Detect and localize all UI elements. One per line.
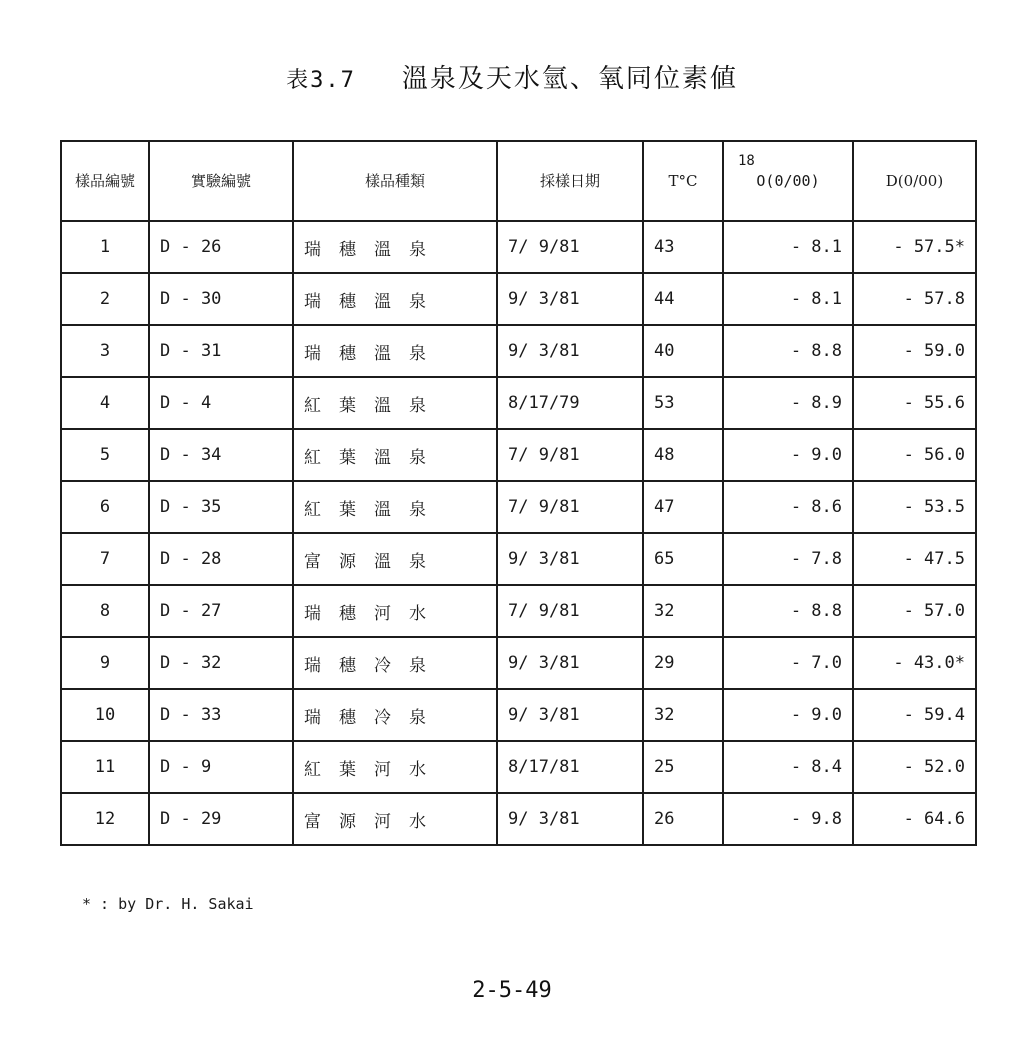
header-temperature: T°C [643,141,723,221]
cell-lab-no: D - 32 [149,637,293,689]
header-o18-unit: O(0/00) [756,172,820,190]
cell-deuterium: - 59.4 [853,689,976,741]
cell-lab-no: D - 34 [149,429,293,481]
cell-oxygen-18: - 9.0 [723,689,853,741]
header-sampling-date: 採樣日期 [497,141,643,221]
cell-sample-no: 10 [61,689,149,741]
cell-sample-type: 紅葉河水 [293,741,497,793]
cell-temperature: 29 [643,637,723,689]
header-oxygen-18 [723,141,853,221]
cell-temperature: 48 [643,429,723,481]
cell-sample-no: 8 [61,585,149,637]
cell-sample-no: 3 [61,325,149,377]
cell-sample-type: 瑞穗冷泉 [293,637,497,689]
table-row [61,481,976,533]
cell-lab-no: D - 26 [149,221,293,273]
cell-temperature: 47 [643,481,723,533]
cell-deuterium: - 55.6 [853,377,976,429]
cell-sample-no: 2 [61,273,149,325]
cell-sample-type: 紅葉溫泉 [293,429,497,481]
cell-lab-no: D - 29 [149,793,293,845]
table-row [61,741,976,793]
cell-sample-no: 6 [61,481,149,533]
cell-lab-no: D - 31 [149,325,293,377]
cell-lab-no: D - 35 [149,481,293,533]
cell-oxygen-18: - 8.8 [723,585,853,637]
cell-sample-no: 9 [61,637,149,689]
header-row [61,141,976,221]
cell-oxygen-18: - 8.6 [723,481,853,533]
cell-deuterium: - 57.5* [853,221,976,273]
cell-temperature: 53 [643,377,723,429]
header-o18-superscript: 18 [738,153,755,169]
cell-temperature: 40 [643,325,723,377]
cell-sample-no: 1 [61,221,149,273]
cell-sampling-date: 7/ 9/81 [497,481,643,533]
cell-sampling-date: 9/ 3/81 [497,637,643,689]
cell-deuterium: - 56.0 [853,429,976,481]
page-title [0,58,1024,95]
cell-temperature: 44 [643,273,723,325]
cell-sampling-date: 7/ 9/81 [497,585,643,637]
cell-lab-no: D - 33 [149,689,293,741]
cell-oxygen-18: - 8.8 [723,325,853,377]
cell-deuterium: - 59.0 [853,325,976,377]
cell-sampling-date: 9/ 3/81 [497,273,643,325]
table-number: 表3.7 [286,68,356,93]
cell-sampling-date: 8/17/81 [497,741,643,793]
cell-sample-no: 4 [61,377,149,429]
cell-lab-no: D - 27 [149,585,293,637]
cell-oxygen-18: - 8.1 [723,273,853,325]
cell-sample-no: 11 [61,741,149,793]
cell-sampling-date: 7/ 9/81 [497,429,643,481]
cell-deuterium: - 52.0 [853,741,976,793]
cell-sample-no: 7 [61,533,149,585]
cell-sample-type: 瑞穗溫泉 [293,221,497,273]
header-sample-no: 樣品編號 [61,141,149,221]
cell-sampling-date: 8/17/79 [497,377,643,429]
cell-oxygen-18: - 7.8 [723,533,853,585]
table-row [61,689,976,741]
isotope-table [60,140,977,846]
table-row [61,637,976,689]
cell-sample-type: 富源溫泉 [293,533,497,585]
cell-temperature: 43 [643,221,723,273]
cell-deuterium: - 43.0* [853,637,976,689]
cell-temperature: 26 [643,793,723,845]
table-row [61,533,976,585]
cell-deuterium: - 53.5 [853,481,976,533]
table-row [61,325,976,377]
cell-oxygen-18: - 9.8 [723,793,853,845]
table-row [61,377,976,429]
cell-sample-type: 富源河水 [293,793,497,845]
cell-temperature: 65 [643,533,723,585]
cell-sample-type: 瑞穗溫泉 [293,325,497,377]
header-sample-type: 樣品種類 [293,141,497,221]
footnote: * : by Dr. H. Sakai [82,895,254,913]
cell-sample-no: 12 [61,793,149,845]
cell-sample-type: 紅葉溫泉 [293,481,497,533]
cell-oxygen-18: - 7.0 [723,637,853,689]
cell-sample-type: 瑞穗冷泉 [293,689,497,741]
cell-lab-no: D - 30 [149,273,293,325]
cell-sampling-date: 7/ 9/81 [497,221,643,273]
header-deuterium: D(0/00) [853,141,976,221]
cell-lab-no: D - 28 [149,533,293,585]
cell-deuterium: - 57.8 [853,273,976,325]
cell-oxygen-18: - 8.1 [723,221,853,273]
table-row [61,221,976,273]
cell-deuterium: - 47.5 [853,533,976,585]
cell-sampling-date: 9/ 3/81 [497,689,643,741]
cell-oxygen-18: - 8.4 [723,741,853,793]
cell-lab-no: D - 4 [149,377,293,429]
cell-temperature: 32 [643,585,723,637]
cell-lab-no: D - 9 [149,741,293,793]
cell-deuterium: - 57.0 [853,585,976,637]
table-body [61,221,976,845]
header-lab-no: 實驗編號 [149,141,293,221]
cell-deuterium: - 64.6 [853,793,976,845]
cell-sample-type: 瑞穗溫泉 [293,273,497,325]
cell-sample-type: 瑞穗河水 [293,585,497,637]
table-row [61,585,976,637]
cell-sampling-date: 9/ 3/81 [497,793,643,845]
cell-oxygen-18: - 9.0 [723,429,853,481]
cell-temperature: 32 [643,689,723,741]
cell-sample-type: 紅葉溫泉 [293,377,497,429]
cell-oxygen-18: - 8.9 [723,377,853,429]
cell-sampling-date: 9/ 3/81 [497,533,643,585]
table-caption: 溫泉及天水氫、氧同位素値 [401,64,738,94]
table-row [61,793,976,845]
cell-temperature: 25 [643,741,723,793]
cell-sampling-date: 9/ 3/81 [497,325,643,377]
table-row [61,429,976,481]
table-row [61,273,976,325]
page-number: 2-5-49 [472,978,552,1003]
cell-sample-no: 5 [61,429,149,481]
